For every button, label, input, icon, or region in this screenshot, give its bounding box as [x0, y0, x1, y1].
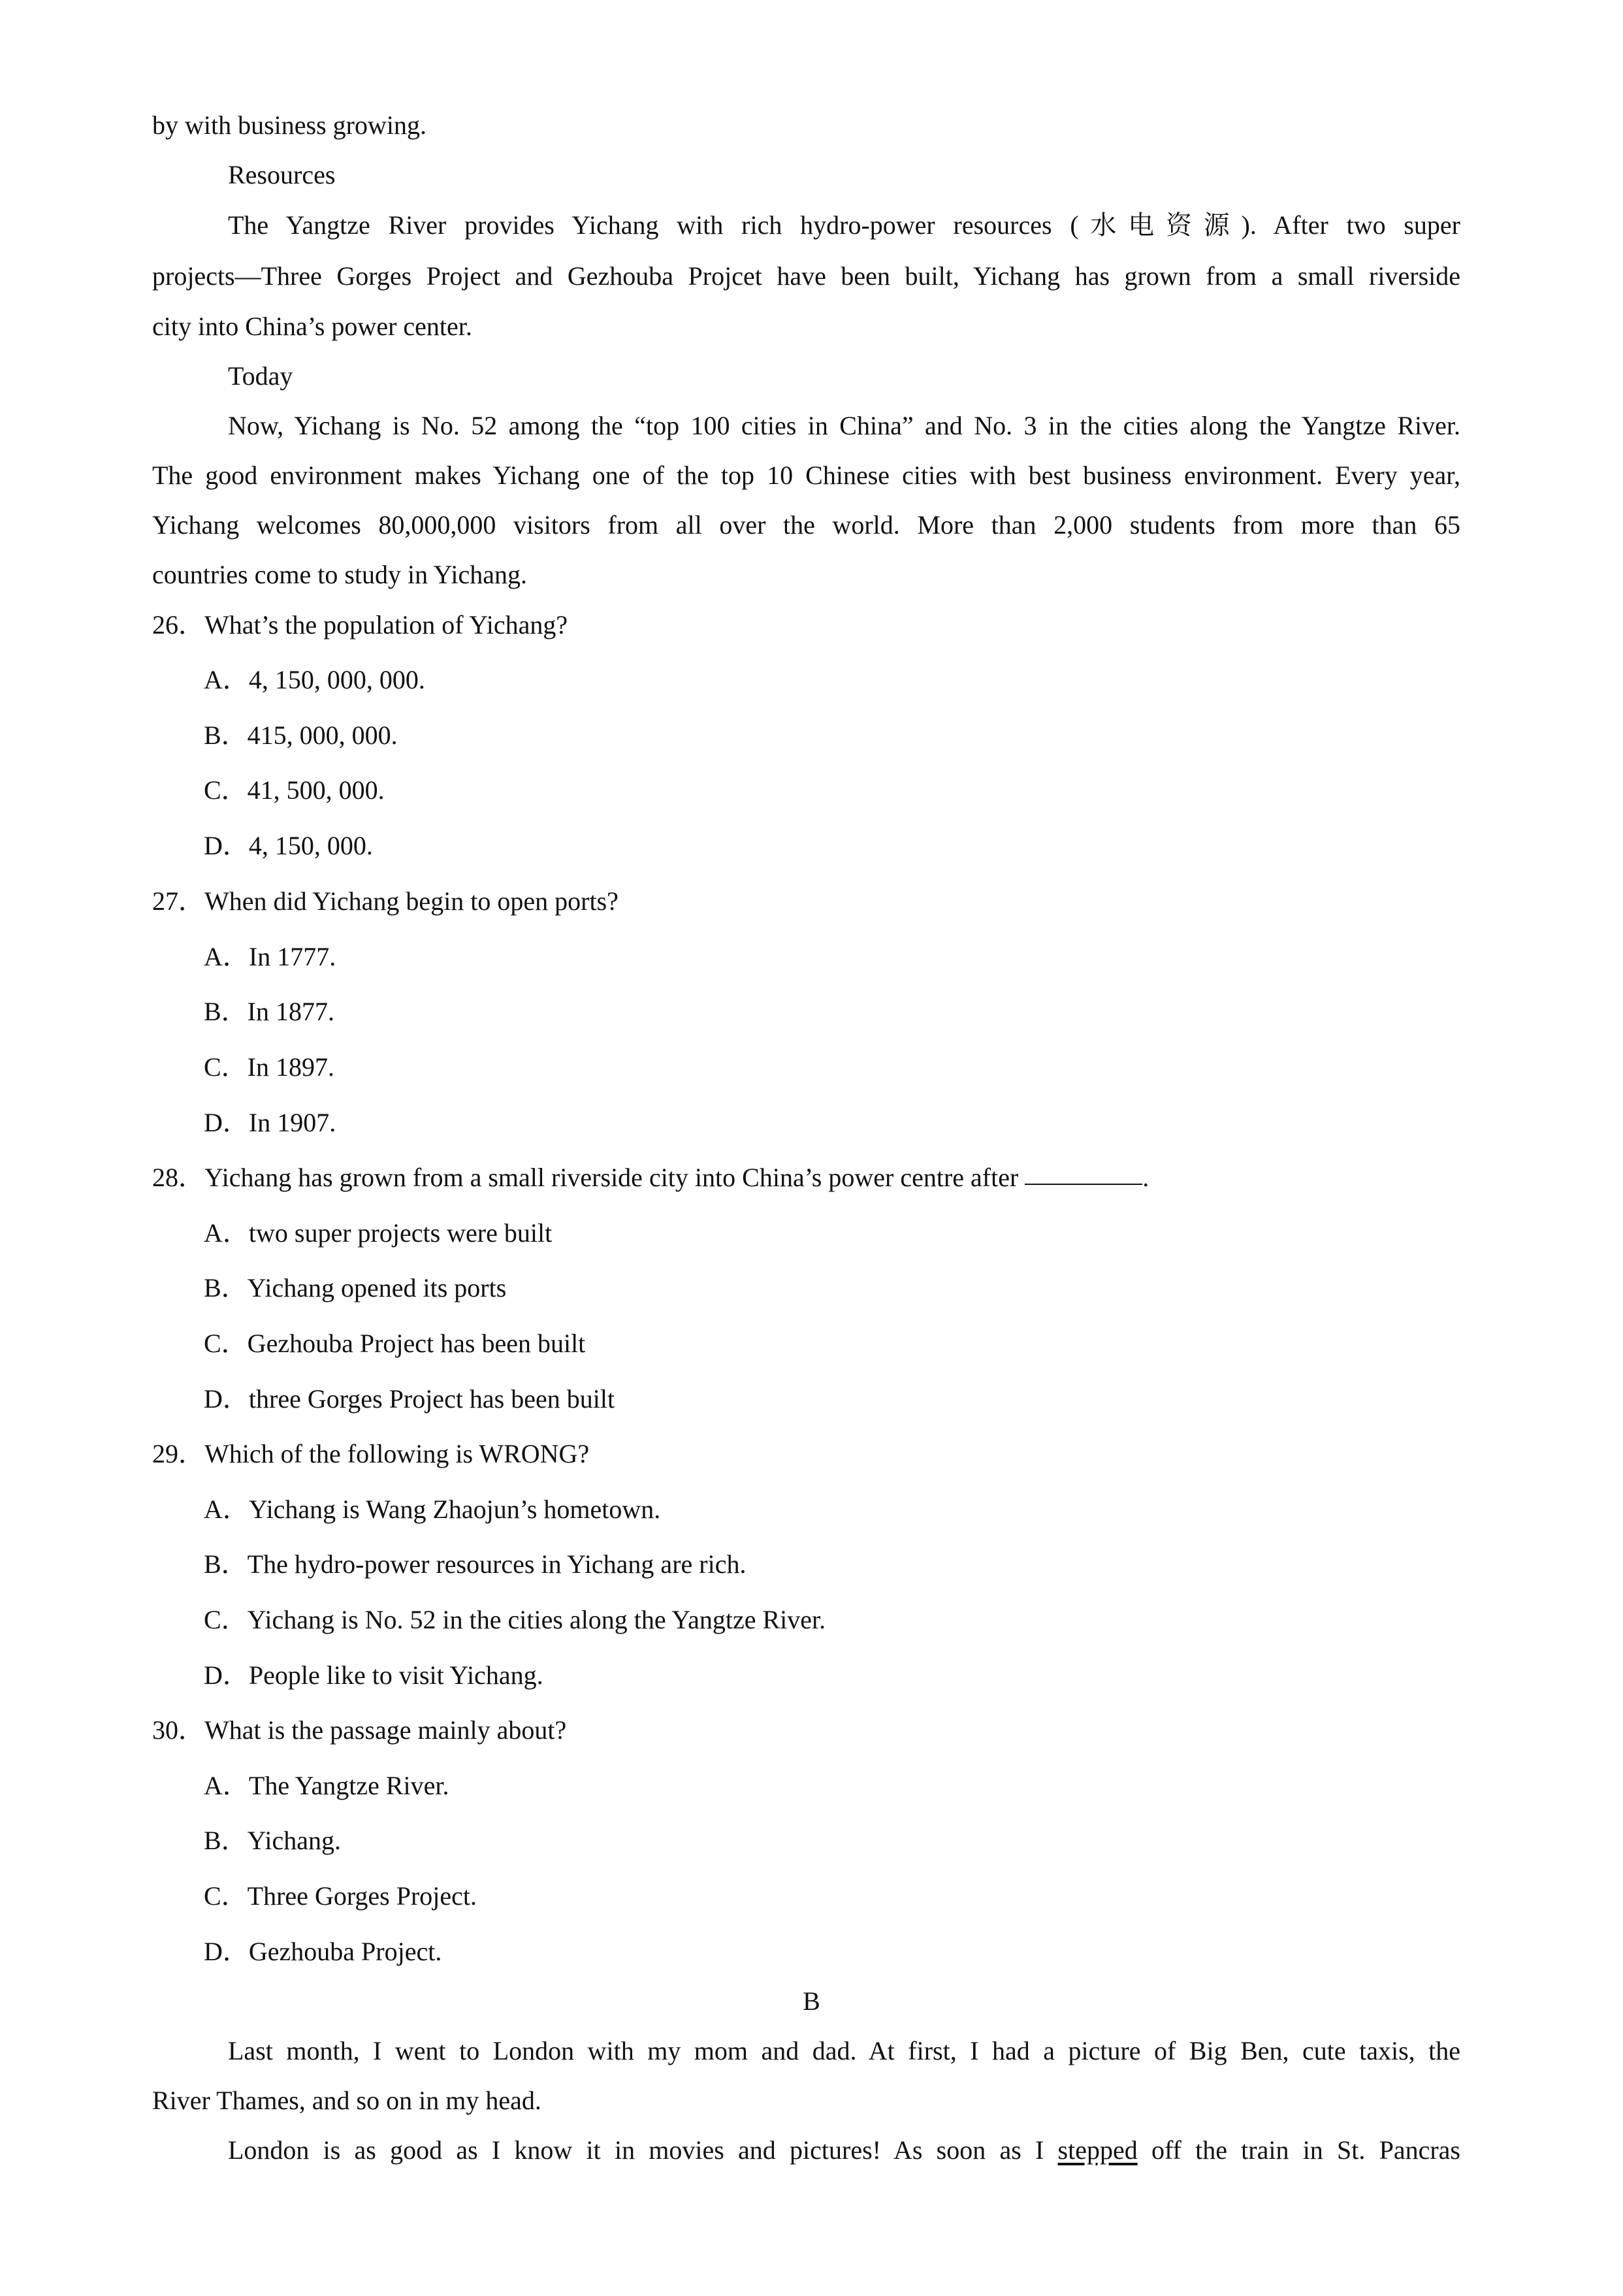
- question-29-option-a: A．Yichang is Wang Zhaojun’s hometown.: [204, 1495, 661, 1524]
- question-28-option-b: B．Yichang opened its ports: [204, 1273, 507, 1302]
- question-28-option-a: A．two super projects were built: [204, 1218, 553, 1248]
- today-line-1: Now, Yichang is No. 52 among the “top 100 cities in China” and No. 3 in the cities along the Yangtze River.: [228, 411, 1460, 440]
- question-27-option-a: A．In 1777.: [204, 942, 336, 971]
- question-27-stem: 27．When did Yichang begin to open ports?: [152, 886, 619, 916]
- question-30-option-a: A．The Yangtze River.: [204, 1771, 449, 1800]
- question-26-option-a: A．4, 150, 000, 000.: [204, 665, 425, 694]
- passage-b-line-3: [228, 2137, 1460, 2163]
- underlined-word: stepped: [1057, 2135, 1138, 2165]
- question-28-stem: [152, 1165, 1149, 1191]
- passage-b-text-before: London is as good as I know it in movies and pictures! As soon as I: [228, 2135, 1058, 2165]
- today-heading: Today: [228, 361, 293, 391]
- question-28-stem-text: 28．Yichang has grown from a small riverside city into China’s power centre after: [152, 1163, 1025, 1192]
- question-26-option-c: C．41, 500, 000.: [204, 775, 385, 805]
- question-29-option-c: C．Yichang is No. 52 in the cities along the Yangtze River.: [204, 1605, 826, 1634]
- continuation-line: by with business growing.: [152, 110, 426, 140]
- resources-line-1: The Yangtze River provides Yichang with rich hydro-power resources (水电资源). After two super: [228, 210, 1460, 240]
- question-30-option-b: B．Yichang.: [204, 1826, 341, 1855]
- today-line-3: Yichang welcomes 80,000,000 visitors from all over the world. More than 2,000 students from more than 65: [152, 510, 1460, 540]
- answer-blank: [1025, 1183, 1142, 1185]
- question-30-stem: 30．What is the passage mainly about?: [152, 1715, 567, 1745]
- question-30-option-d: D．Gezhouba Project.: [204, 1937, 442, 1966]
- question-27-option-d: D．In 1907.: [204, 1108, 336, 1137]
- question-26-stem: 26．What’s the population of Yichang?: [152, 610, 568, 639]
- question-26-option-d: D．4, 150, 000.: [204, 831, 373, 860]
- resources-heading: Resources: [228, 160, 336, 189]
- today-line-2: The good environment makes Yichang one of the top 10 Chinese cities with best business environment. Every year,: [152, 461, 1460, 490]
- passage-b-heading: B: [803, 1986, 820, 2016]
- resources-line-3: city into China’s power center.: [152, 312, 472, 341]
- passage-b-line-2: River Thames, and so on in my head.: [152, 2086, 541, 2115]
- question-29-stem: 29．Which of the following is WRONG?: [152, 1439, 590, 1468]
- question-27-option-b: B．In 1877.: [204, 997, 334, 1026]
- resources-line-2: projects—Three Gorges Project and Gezhouba Projcet have been built, Yichang has grown from a small riverside: [152, 261, 1460, 291]
- question-28-option-d: D．three Gorges Project has been built: [204, 1384, 615, 1414]
- question-26-option-b: B．415, 000, 000.: [204, 720, 398, 750]
- question-28-stem-end: .: [1142, 1163, 1149, 1192]
- question-27-option-c: C．In 1897.: [204, 1052, 334, 1082]
- question-29-option-b: B．The hydro-power resources in Yichang are rich.: [204, 1549, 747, 1579]
- question-29-option-d: D．People like to visit Yichang.: [204, 1660, 543, 1690]
- today-line-4: countries come to study in Yichang.: [152, 560, 527, 589]
- question-28-option-c: C．Gezhouba Project has been built: [204, 1329, 586, 1358]
- passage-b-line-1: Last month, I went to London with my mom and dad. At first, I had a picture of Big Ben, cute taxis, the: [228, 2036, 1460, 2065]
- question-30-option-c: C．Three Gorges Project.: [204, 1881, 477, 1911]
- passage-b-text-after: off the train in St. Pancras: [1137, 2135, 1460, 2165]
